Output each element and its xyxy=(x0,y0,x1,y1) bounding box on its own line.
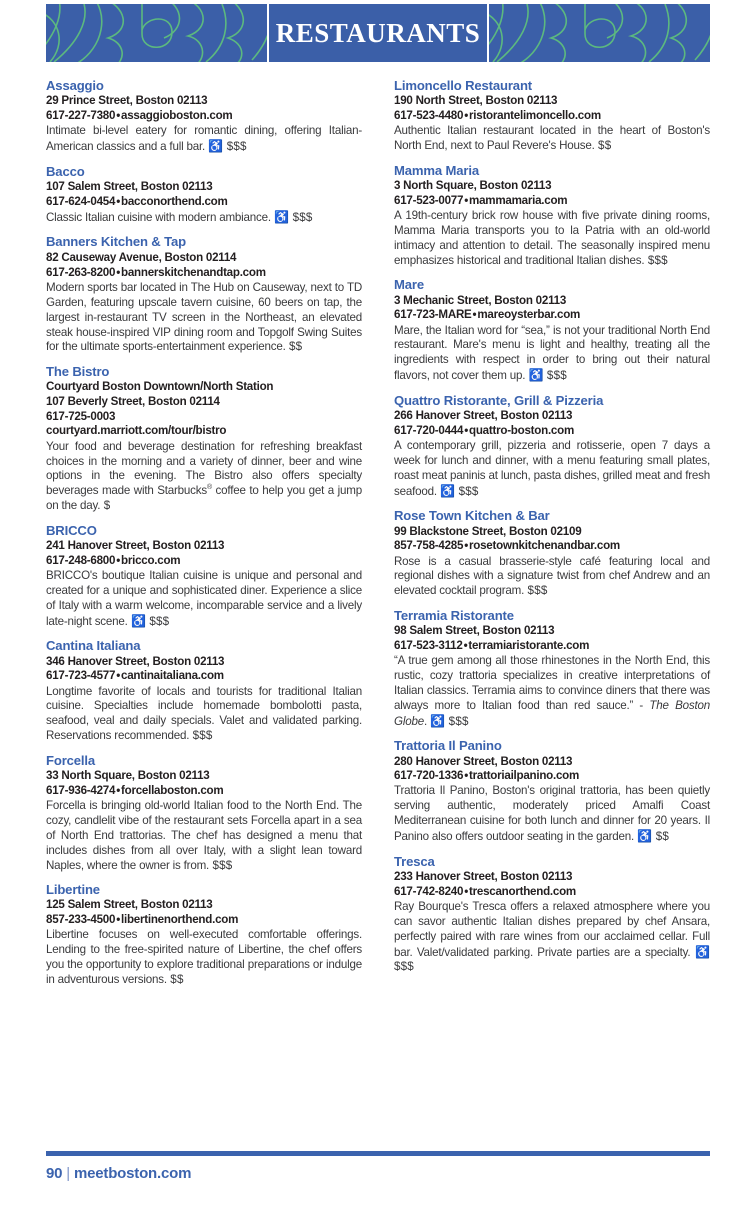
description-text: BRICCO's boutique Italian cuisine is unique and personal and created for a unique and sophisticated diner. Experience a slice of Italy with a warm welcome, incomparable service and a lively late-night scene. xyxy=(46,569,362,628)
description-text: A contemporary grill, pizzeria and rotisserie, open 7 days a week for lunch and dinner, with a menu featuring small plates, roast meat paninis at lunch, pasta dishes, grilled meat and fresh seafood. xyxy=(394,439,710,498)
restaurant-contact xyxy=(394,424,710,439)
wheelchair-accessible-icon: ♿ xyxy=(525,368,544,383)
restaurant-entry xyxy=(394,738,710,845)
restaurant-name: The Bistro xyxy=(46,363,110,379)
restaurant-contact xyxy=(394,539,710,554)
description-text: Intimate bi-level eatery for romantic dining, offering Italian-American classics and a full bar. xyxy=(46,124,362,154)
restaurant-name: Terramia Ristorante xyxy=(394,607,514,623)
description-text: Authentic Italian restaurant located in the heart of Boston's North End, next to Paul Revere's House. xyxy=(394,124,710,153)
restaurant-website[interactable]: mareoysterbar.com xyxy=(477,308,581,322)
restaurant-contact xyxy=(46,109,362,124)
wheelchair-accessible-icon: ♿ xyxy=(690,944,710,959)
restaurant-website[interactable]: rosetownkitchenandbar.com xyxy=(469,539,620,553)
restaurant-name: Forcella xyxy=(46,752,96,768)
restaurant-contact xyxy=(394,109,710,124)
contact-separator-icon: • xyxy=(116,553,121,567)
restaurant-address: 107 Beverly Street, Boston 02114 xyxy=(46,395,220,409)
page-number: 90 xyxy=(46,1165,63,1182)
page-footer xyxy=(46,1151,710,1182)
restaurant-phone[interactable]: 617-523-0077 xyxy=(394,193,464,207)
page-header-banner xyxy=(46,4,710,62)
restaurant-phone[interactable]: 857-233-4500 xyxy=(46,913,116,927)
wheelchair-accessible-icon: ♿ xyxy=(634,829,653,844)
restaurant-entry xyxy=(394,393,710,500)
price-range-badge: $$$ xyxy=(145,614,170,628)
restaurant-name: Quattro Ristorante, Grill & Pizzeria xyxy=(394,392,604,408)
restaurant-address: 29 Prince Street, Boston 02113 xyxy=(46,94,208,108)
restaurant-address: 346 Hanover Street, Boston 02113 xyxy=(46,654,225,668)
restaurant-address: 82 Causeway Avenue, Boston 02114 xyxy=(46,250,237,264)
restaurant-phone[interactable]: 617-742-8240 xyxy=(394,884,464,898)
footer-divider-rule xyxy=(46,1151,710,1156)
restaurant-phone[interactable]: 617-523-4480 xyxy=(394,109,464,123)
restaurant-address: 241 Hanover Street, Boston 02113 xyxy=(46,539,225,553)
description-text: Forcella is bringing old-world Italian food to the North End. The cozy, candlelit vibe of the restaurant sets Forcella apart in a sea of North End trattorias. The chef has designed a menu that includes dishes from all over Italy, with a slight lean toward Naples, where the owner is from. xyxy=(46,798,362,872)
restaurant-contact xyxy=(394,885,710,900)
restaurant-description xyxy=(394,124,710,154)
restaurant-website[interactable]: assaggioboston.com xyxy=(121,109,233,123)
contact-separator-icon: • xyxy=(116,669,121,683)
restaurant-website[interactable]: trattoriailpanino.com xyxy=(469,769,580,783)
price-range-badge: $$$ xyxy=(189,729,213,743)
restaurant-address: 107 Salem Street, Boston 02113 xyxy=(46,180,213,194)
restaurant-entry xyxy=(394,277,710,384)
restaurant-website[interactable]: bricco.com xyxy=(121,553,181,567)
restaurant-phone[interactable]: 617-725-0003 xyxy=(46,409,116,423)
contact-separator-icon: • xyxy=(116,783,121,797)
restaurant-description xyxy=(46,799,362,873)
contact-separator-icon: • xyxy=(116,109,121,123)
header-pattern-left xyxy=(46,4,267,62)
restaurant-name: Cantina Italiana xyxy=(46,638,141,654)
restaurant-contact xyxy=(46,669,362,684)
wheelchair-accessible-icon: ♿ xyxy=(426,713,446,728)
description-text: Modern sports bar located in The Hub on Causeway, next to TD Garden, featuring upscale tavern cuisine, 60 beers on tap, the largest in-restaurant TV screen in the Northeast, an elevated steak house-inspired VIP dining room and Topgolf Swing Suites for the ultimate sports-entertainment experience. xyxy=(46,280,362,354)
restaurant-phone[interactable]: 617-723-4577 xyxy=(46,669,116,683)
restaurant-description xyxy=(46,569,362,630)
wheelchair-accessible-icon: ♿ xyxy=(436,483,456,498)
restaurant-phone[interactable]: 617-720-1336 xyxy=(394,769,464,783)
restaurant-description xyxy=(394,900,710,975)
restaurant-description xyxy=(394,555,710,600)
restaurant-contact xyxy=(394,194,710,209)
restaurant-entry xyxy=(46,882,362,988)
restaurant-description xyxy=(394,439,710,500)
restaurant-listings xyxy=(46,78,710,996)
description-text: A 19th-century brick row house with five private dining rooms, Mamma Maria transports you to la Patria with an old-world intimacy and attention to detail. The seasonally inspired menu emphasizes historical and traditional Italian dishes. xyxy=(394,209,710,267)
listing-column-right xyxy=(394,78,710,996)
restaurant-entry xyxy=(46,234,362,355)
description-text: Longtime favorite of locals and tourists for traditional Italian cuisine. Specialties include homemade bombolotti pasta, seafood, veal and daily specials. Valet and validated parking. Reservations recommended. xyxy=(46,684,362,743)
footer-separator: | xyxy=(66,1165,70,1182)
restaurant-website[interactable]: trescanorthend.com xyxy=(469,884,576,898)
restaurant-website[interactable]: courtyard.marriott.com/tour/bistro xyxy=(46,424,227,438)
price-range-badge: $ xyxy=(100,499,111,513)
price-range-badge: $$$ xyxy=(543,369,567,383)
registered-trademark-icon: ® xyxy=(206,484,212,492)
price-range-badge: $$$ xyxy=(394,960,414,974)
description-text: Ray Bourque's Tresca offers a relaxed atmosphere where you can savor authentic Italian dishes prepared by chef Ansara, perfectly paired with rare wines from our acclaimed cellar. Full bar. Valet/validated parking. Private parties are a specialty. xyxy=(394,899,710,959)
restaurant-contact xyxy=(46,913,362,928)
footer-content xyxy=(46,1165,710,1182)
restaurant-contact xyxy=(46,266,362,281)
contact-separator-icon: • xyxy=(472,308,477,322)
restaurant-website[interactable]: bacconorthend.com xyxy=(121,194,228,208)
restaurant-contact xyxy=(46,410,362,425)
wheelchair-accessible-icon: ♿ xyxy=(270,210,290,225)
description-text: Mare, the Italian word for “sea,” is not your traditional North End restaurant. Mare's menu is light and healthy, treating all the ingredients with respect in order to bring out their natural flavors, not cover them up. xyxy=(394,323,710,383)
wheelchair-accessible-icon: ♿ xyxy=(127,613,146,628)
contact-separator-icon: • xyxy=(116,194,121,208)
restaurant-name: Limoncello Restaurant xyxy=(394,78,532,93)
restaurant-description xyxy=(394,209,710,269)
description-text-continued: coffee to help you get a jump on the day. xyxy=(46,484,362,513)
restaurant-website[interactable]: ristorantelimoncello.com xyxy=(469,109,601,123)
restaurant-name: BRICCO xyxy=(46,522,97,538)
restaurant-name: Tresca xyxy=(394,853,435,869)
description-text: Rose is a casual brasserie-style café featuring local and regional dishes with a signature twist from chef Andrew and an elevated cocktail program. xyxy=(394,554,710,598)
restaurant-website[interactable]: quattro-boston.com xyxy=(469,423,574,437)
price-range-badge: $$$ xyxy=(223,140,247,154)
restaurant-entry xyxy=(394,608,710,730)
description-text: Trattoria Il Panino, Boston's original trattoria, has been quietly serving authentic, moderately priced Amalfi Coast Mediterranean cuisine for both lunch and dinner for 20 years. Il Panino also offers outdoor seating in the garden. xyxy=(394,784,710,844)
contact-separator-icon: • xyxy=(463,638,468,652)
restaurant-address: 3 North Square, Boston 02113 xyxy=(394,179,552,193)
restaurant-phone[interactable]: 617-624-0454 xyxy=(46,194,116,208)
restaurant-address: 125 Salem Street, Boston 02113 xyxy=(46,898,213,912)
description-text: Your food and beverage destination for refreshing breakfast choices in the morning and a variety of dinner, beer and wine options in the evening. The Bistro also offers specialty beverages made with Starbucks xyxy=(46,439,362,498)
restaurant-website[interactable]: cantinaitaliana.com xyxy=(121,669,224,683)
contact-separator-icon: • xyxy=(464,769,469,783)
price-range-badge: $$$ xyxy=(289,211,313,225)
restaurant-entry xyxy=(394,508,710,599)
restaurant-contact xyxy=(394,308,710,323)
page-title-text: RESTAURANTS xyxy=(275,17,481,48)
contact-separator-icon: • xyxy=(464,423,469,437)
restaurant-address: 99 Blackstone Street, Boston 02109 xyxy=(394,524,582,538)
restaurant-address: 190 North Street, Boston 02113 xyxy=(394,94,558,108)
restaurant-entry xyxy=(46,364,362,514)
contact-separator-icon: • xyxy=(116,913,121,927)
restaurant-phone[interactable]: 617-227-7380 xyxy=(46,109,116,123)
header-pattern-right xyxy=(489,4,710,62)
restaurant-entry xyxy=(46,523,362,630)
restaurant-address: 266 Hanover Street, Boston 02113 xyxy=(394,409,573,423)
restaurant-entry xyxy=(46,638,362,744)
footer-website[interactable]: meetboston.com xyxy=(74,1165,192,1182)
restaurant-address: 233 Hanover Street, Boston 02113 xyxy=(394,869,573,883)
contact-separator-icon: • xyxy=(464,109,469,123)
restaurant-entry xyxy=(394,854,710,976)
price-range-badge: $$ xyxy=(594,139,612,153)
restaurant-description xyxy=(394,324,710,385)
restaurant-contact xyxy=(394,769,710,784)
price-range-badge: $$$ xyxy=(455,484,479,498)
price-range-badge: $$$ xyxy=(209,858,233,872)
restaurant-phone[interactable]: 617-263-8200 xyxy=(46,265,116,279)
restaurant-address: 280 Hanover Street, Boston 02113 xyxy=(394,754,573,768)
description-text: “A true gem among all those rhinestones in the North End, this rustic, cozy trattoria specializes in creative interpretations of Italian classics. Terramia aims to convince diners that there was always more to Italian food than red sauce.” - xyxy=(394,654,710,712)
restaurant-name: Trattoria Il Panino xyxy=(394,738,502,754)
restaurant-phone[interactable]: 617-248-6800 xyxy=(46,553,116,567)
restaurant-description xyxy=(46,124,362,155)
restaurant-phone[interactable]: 617-723-MARE xyxy=(394,308,472,322)
restaurant-website[interactable]: terramiaristorante.com xyxy=(468,638,590,652)
restaurant-entry xyxy=(46,753,362,874)
restaurant-website[interactable]: mammamaria.com xyxy=(469,193,568,207)
description-text: Classic Italian cuisine with modern ambiance. xyxy=(46,211,271,225)
restaurant-address: 98 Salem Street, Boston 02113 xyxy=(394,624,555,638)
contact-separator-icon: • xyxy=(464,193,469,207)
restaurant-website[interactable]: libertinenorthend.com xyxy=(121,913,239,927)
price-range-badge: $$$ xyxy=(644,253,668,267)
restaurant-address: 3 Mechanic Street, Boston 02113 xyxy=(394,293,567,307)
restaurant-phone[interactable]: 617-523-3112 xyxy=(394,638,463,652)
price-range-badge: $$$ xyxy=(445,714,469,728)
restaurant-name: Assaggio xyxy=(46,78,104,93)
restaurant-description xyxy=(46,928,362,988)
restaurant-entry xyxy=(394,78,710,154)
price-range-badge: $$ xyxy=(652,830,670,844)
price-range-badge: $$ xyxy=(285,340,303,354)
contact-separator-icon: • xyxy=(116,265,121,279)
restaurant-name: Mamma Maria xyxy=(394,162,479,178)
description-citation: The Boston Globe xyxy=(394,698,710,728)
restaurant-phone[interactable]: 617-720-0444 xyxy=(394,423,464,437)
restaurant-website[interactable]: bannerskitchenandtap.com xyxy=(121,265,266,279)
restaurant-description xyxy=(46,281,362,355)
restaurant-description xyxy=(394,654,710,729)
wheelchair-accessible-icon: ♿ xyxy=(205,139,224,154)
restaurant-phone[interactable]: 617-936-4274 xyxy=(46,783,116,797)
restaurant-contact xyxy=(46,784,362,799)
restaurant-entry xyxy=(46,78,362,155)
restaurant-contact xyxy=(46,195,362,210)
restaurant-name: Rose Town Kitchen & Bar xyxy=(394,508,550,524)
restaurant-address: 33 North Square, Boston 02113 xyxy=(46,769,210,783)
restaurant-venue: Courtyard Boston Downtown/North Station xyxy=(46,380,274,394)
page-title xyxy=(269,4,487,62)
restaurant-name: Banners Kitchen & Tap xyxy=(46,234,186,250)
restaurant-description xyxy=(394,784,710,845)
restaurant-website[interactable]: forcellaboston.com xyxy=(121,783,224,797)
restaurant-phone[interactable]: 857-758-4285 xyxy=(394,539,464,553)
restaurant-description xyxy=(46,210,362,226)
contact-separator-icon: • xyxy=(464,539,469,553)
price-range-badge: $$$ xyxy=(524,584,548,598)
restaurant-name: Bacco xyxy=(46,163,85,179)
restaurant-description xyxy=(46,440,362,514)
listing-column-left xyxy=(46,78,362,996)
description-text-continued: . xyxy=(423,714,427,728)
restaurant-contact xyxy=(46,554,362,569)
restaurant-contact xyxy=(394,639,710,654)
restaurant-entry xyxy=(46,164,362,226)
restaurant-description xyxy=(46,685,362,745)
description-text: Libertine focuses on well-executed comfortable offerings. Lending to the free-spirited nature of Libertine, the chef offers you the opportunity to explore traditional preparations or indulge in adventurous versions. xyxy=(46,928,362,987)
restaurant-name: Libertine xyxy=(46,881,100,897)
restaurant-name: Mare xyxy=(394,277,424,293)
contact-separator-icon: • xyxy=(464,884,469,898)
restaurant-entry xyxy=(394,163,710,269)
price-range-badge: $$ xyxy=(166,973,184,987)
